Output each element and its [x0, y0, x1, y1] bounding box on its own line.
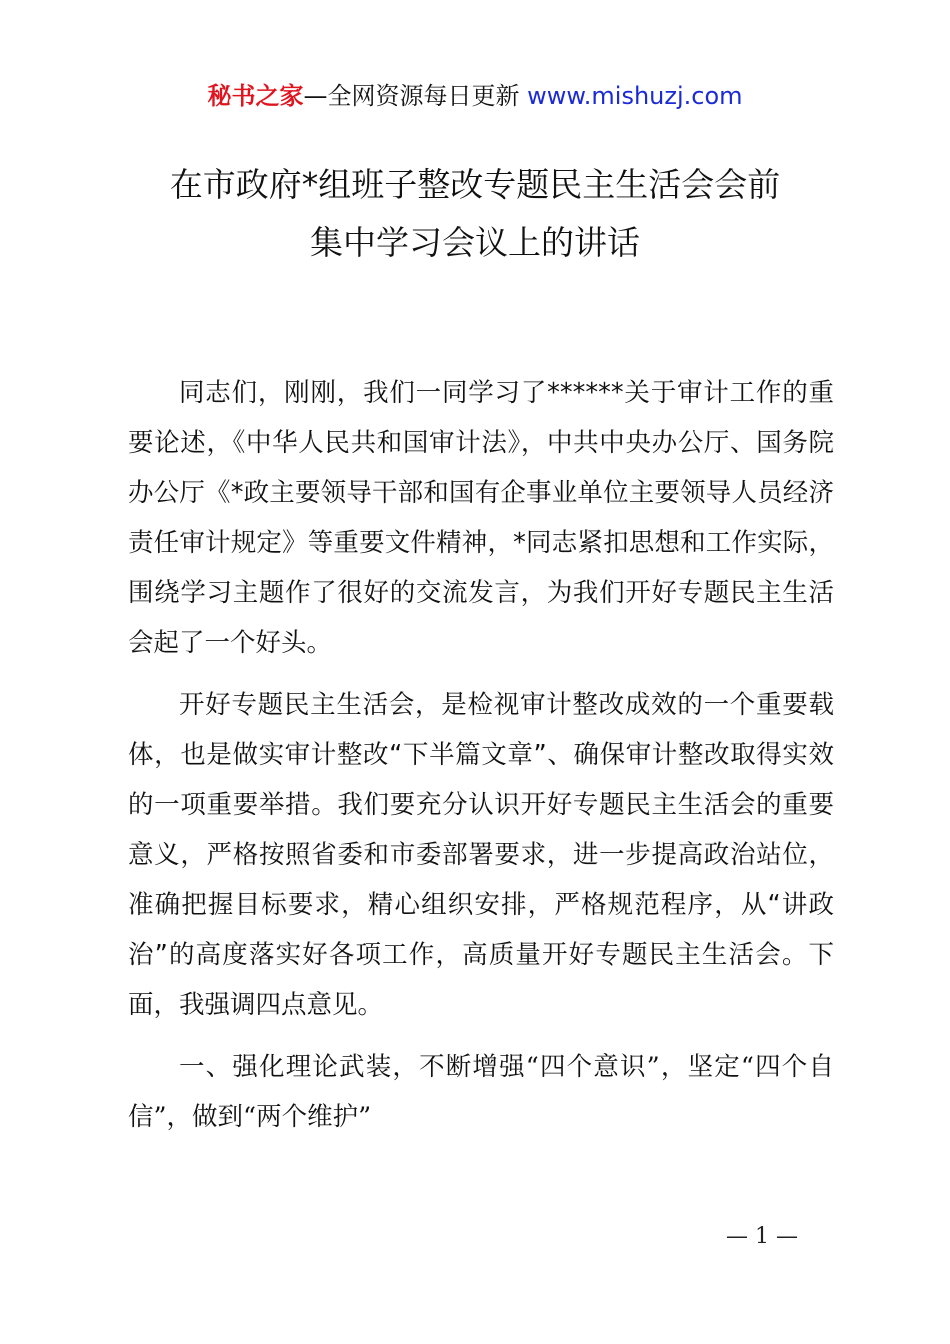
section-heading-1: 一、强化理论武装，不断增强“四个意识”，坚定“四个自信”，做到“两个维护”: [128, 1052, 834, 1132]
paragraph-1: 同志们，刚刚，我们一同学习了******关于审计工作的重要论述，《中华人民共和国审计法》，中共中央办公厅、国务院办公厅《*政主要领导干部和国有企事业单位主要领导人员经济责任审计规定》等重要文件精神，*同志紧扣思想和工作实际，围绕学习主题作了很好的交流发言，为我们开好专题民主生活会起了一个好头。: [128, 378, 834, 658]
title-line-1: 在市政府*组班子整改专题民主生活会会前: [169, 165, 781, 204]
document-title: [0, 156, 950, 272]
site-header: [0, 80, 950, 112]
paragraph-2: 开好专题民主生活会，是检视审计整改成效的一个重要载体，也是做实审计整改“下半篇文章”、确保审计整改取得实效的一项重要举措。我们要充分认识开好专题民主生活会的重要意义，严格按照省委和市委部署要求，进一步提高政治站位，准确把握目标要求，精心组织安排，严格规范程序，从“讲政治”的高度落实好各项工作，高质量开好专题民主生活会。下面，我强调四点意见。: [128, 690, 834, 1020]
site-url-link[interactable]: www.mishuzj.com: [527, 82, 743, 110]
brand-name: 秘书之家: [207, 82, 304, 110]
page-number: — 1 —: [726, 1224, 798, 1249]
title-line-2: 集中学习会议上的讲话: [310, 223, 640, 262]
document-body: [128, 368, 834, 1142]
header-tagline: —全网资源每日更新: [303, 82, 520, 110]
